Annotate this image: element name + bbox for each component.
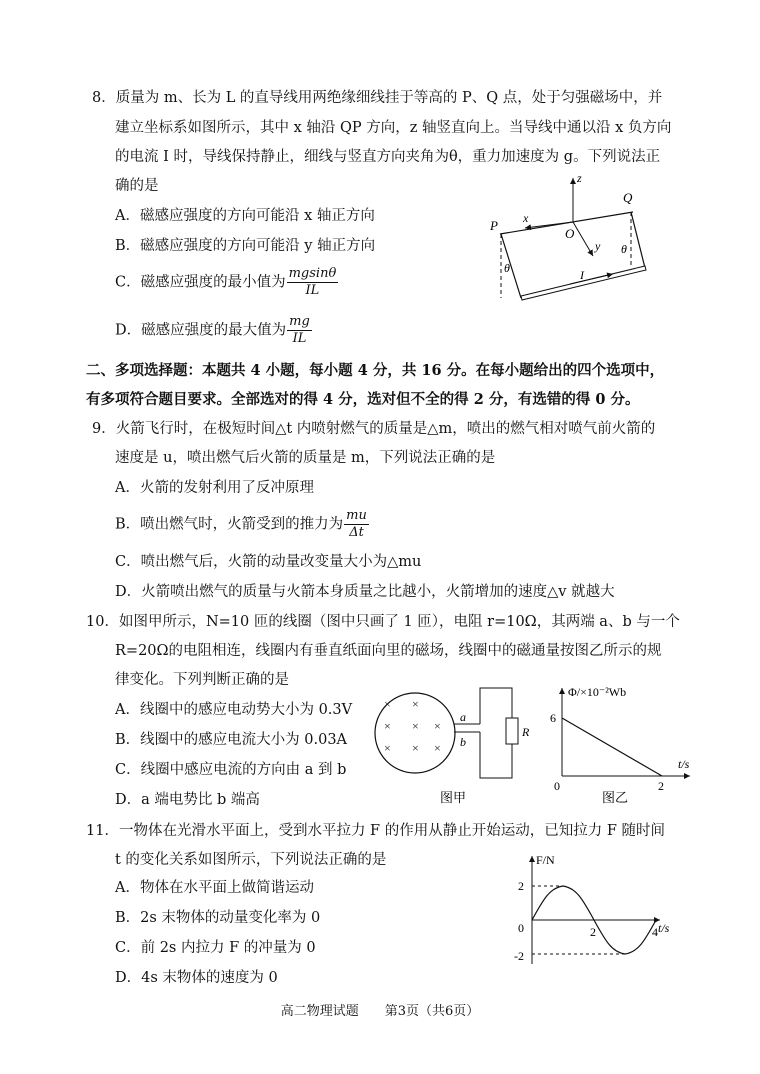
q8-option-c-prefix: C．磁感应强度的最小值为: [115, 274, 286, 291]
q8-option-a: A．磁感应强度的方向可能沿 x 轴正方向: [115, 208, 375, 224]
q11-stem-2: t 的变化关系如图所示，下列说法正确的是: [115, 852, 387, 868]
svg-text:×: ×: [384, 719, 391, 733]
svg-text:×: ×: [434, 719, 441, 733]
q9-option-b: [115, 508, 369, 541]
svg-text:×: ×: [384, 697, 391, 711]
figure-b-caption: 图乙: [602, 790, 629, 805]
q11-figure: [510, 852, 685, 972]
svg-text:×: ×: [412, 697, 419, 711]
svg-text:×: ×: [434, 741, 441, 755]
q10-option-d: D．a 端电势比 b 端高: [115, 792, 260, 808]
q8-option-d-fraction: [287, 314, 312, 347]
svg-text:×: ×: [412, 719, 419, 733]
q9-option-c: C．喷出燃气后，火箭的动量改变量大小为△mu: [115, 554, 422, 570]
tick-label-0: 0: [518, 921, 524, 935]
q9-option-d: D．火箭喷出燃气的质量与火箭本身质量之比越小，火箭增加的速度△v 就越大: [115, 584, 615, 600]
section2-line-1: 二、多项选择题：本题共 4 小题，每小题 4 分，共 16 分。在每小题给出的四个选项中，: [86, 362, 665, 379]
q8-stem-3: 的电流 I 时，导线保持静止，细线与竖直方向夹角为θ，重力加速度为 g。下列说法正: [115, 149, 661, 165]
q11-option-d: D．4s 末物体的速度为 0: [115, 970, 278, 986]
theta-left-label: θ: [504, 261, 510, 275]
fraction-denominator: Δt: [349, 525, 364, 540]
flux-axis-label: Φ/×10⁻²Wb: [568, 685, 627, 699]
theta-right-label: θ: [621, 242, 627, 256]
fraction-numerator: mg: [289, 314, 310, 329]
p-label: P: [490, 218, 498, 233]
terminal-a-label: a: [460, 710, 466, 724]
q11-stem-1: 11．一物体在光滑水平面上，受到水平拉力 F 的作用从静止开始运动，已知拉力 F 随时间: [86, 823, 666, 839]
time-axis-label: t/s: [658, 921, 670, 935]
q10-stem-1: 10．如图甲所示，N=10 匝的线圈（图中只画了 1 匝），电阻 r=10Ω，其两端 a、b 与一个: [86, 614, 680, 630]
q10-stem-3: 律变化。下列判断正确的是: [115, 672, 289, 688]
y-axis: [573, 222, 593, 256]
q10-figure-b: [540, 678, 700, 808]
fraction-denominator: IL: [292, 331, 307, 346]
right-string: [631, 212, 645, 268]
current-label: I: [580, 268, 584, 282]
resistor-label: R: [522, 725, 530, 739]
q8-stem-2: 建立坐标系如图所示，其中 x 轴沿 QP 方向，z 轴竖直向上。当导线中通以沿 x 负方向: [115, 120, 672, 136]
z-label: z: [577, 171, 582, 185]
q8-option-d: [115, 314, 312, 347]
fraction-denominator: IL: [305, 283, 320, 298]
svg-text:×: ×: [384, 741, 391, 755]
origin-label: O: [565, 226, 575, 241]
section2-line-2: 有多项符合题目要求。全部选对的得 4 分，选对但不全的得 2 分，有选错的得 0 分。: [86, 391, 640, 408]
q-label: Q: [623, 190, 633, 205]
tick-label-t2: 2: [590, 925, 596, 939]
q10-figure-a: [372, 678, 532, 808]
q10-option-b: B．线圈中的感应电流大小为 0.03A: [115, 732, 348, 748]
q8-option-b: B．磁感应强度的方向可能沿 y 轴正方向: [115, 238, 376, 254]
magnetic-field-crosses: [384, 697, 441, 755]
q11-option-c: C．前 2s 内拉力 F 的冲量为 0: [115, 940, 316, 956]
time-axis-label: t/s: [678, 757, 690, 771]
q8-option-d-prefix: D．磁感应强度的最大值为: [115, 322, 287, 339]
q9-stem-1: 9．火箭飞行时，在极短时间△t 内喷射燃气的质量是△m，喷出的燃气相对喷气前火箭的: [92, 421, 656, 437]
q11-option-a: A．物体在水平面上做简谐运动: [115, 880, 314, 896]
q9-option-a: A．火箭的发射利用了反冲原理: [115, 480, 314, 496]
q8-option-c: [115, 266, 338, 299]
tick-label-minus-2: -2: [514, 949, 524, 963]
tick-label-t4: 4: [652, 925, 658, 939]
q10-option-c: C．线圈中感应电流的方向由 a 到 b: [115, 762, 347, 778]
resistor-r: [506, 718, 518, 744]
q9-option-b-fraction: [344, 508, 369, 541]
tick-label-0: 0: [554, 779, 560, 793]
svg-text:×: ×: [412, 741, 419, 755]
q9-option-b-prefix: B．喷出燃气时，火箭受到的推力为: [115, 516, 344, 533]
q8-stem-1: 8．质量为 m、长为 L 的直导线用两绝缘细线挂于等高的 P、Q 点，处于匀强磁场中，并: [92, 90, 663, 106]
fraction-numerator: mgsinθ: [288, 266, 337, 281]
fraction-numerator: mu: [346, 508, 367, 523]
page-footer: 高二物理试题 第3页（共6页）: [280, 1004, 480, 1019]
tick-label-6: 6: [550, 711, 556, 725]
q8-stem-4: 确的是: [115, 178, 159, 194]
q9-stem-2: 速度是 u，喷出燃气后火箭的质量是 m，下列说法正确的是: [115, 450, 496, 466]
q10-stem-2: R=20Ω的电阻相连，线圈内有垂直纸面向里的磁场，线圈中的磁通量按图乙所示的规: [115, 643, 662, 659]
q10-option-a: A．线圈中的感应电动势大小为 0.3V: [115, 702, 353, 718]
force-axis-label: F/N: [536, 853, 555, 867]
flux-line: [562, 718, 662, 776]
figure-a-caption: 图甲: [440, 790, 467, 805]
terminal-b-label: b: [460, 735, 466, 749]
tick-label-2: 2: [658, 779, 664, 793]
q8-figure: [485, 170, 660, 310]
y-label: y: [595, 239, 601, 253]
x-label: x: [523, 211, 529, 225]
tick-label-2: 2: [518, 879, 524, 893]
q11-option-b: B．2s 末物体的动量变化率为 0: [115, 910, 321, 926]
q8-option-c-fraction: [287, 266, 339, 299]
